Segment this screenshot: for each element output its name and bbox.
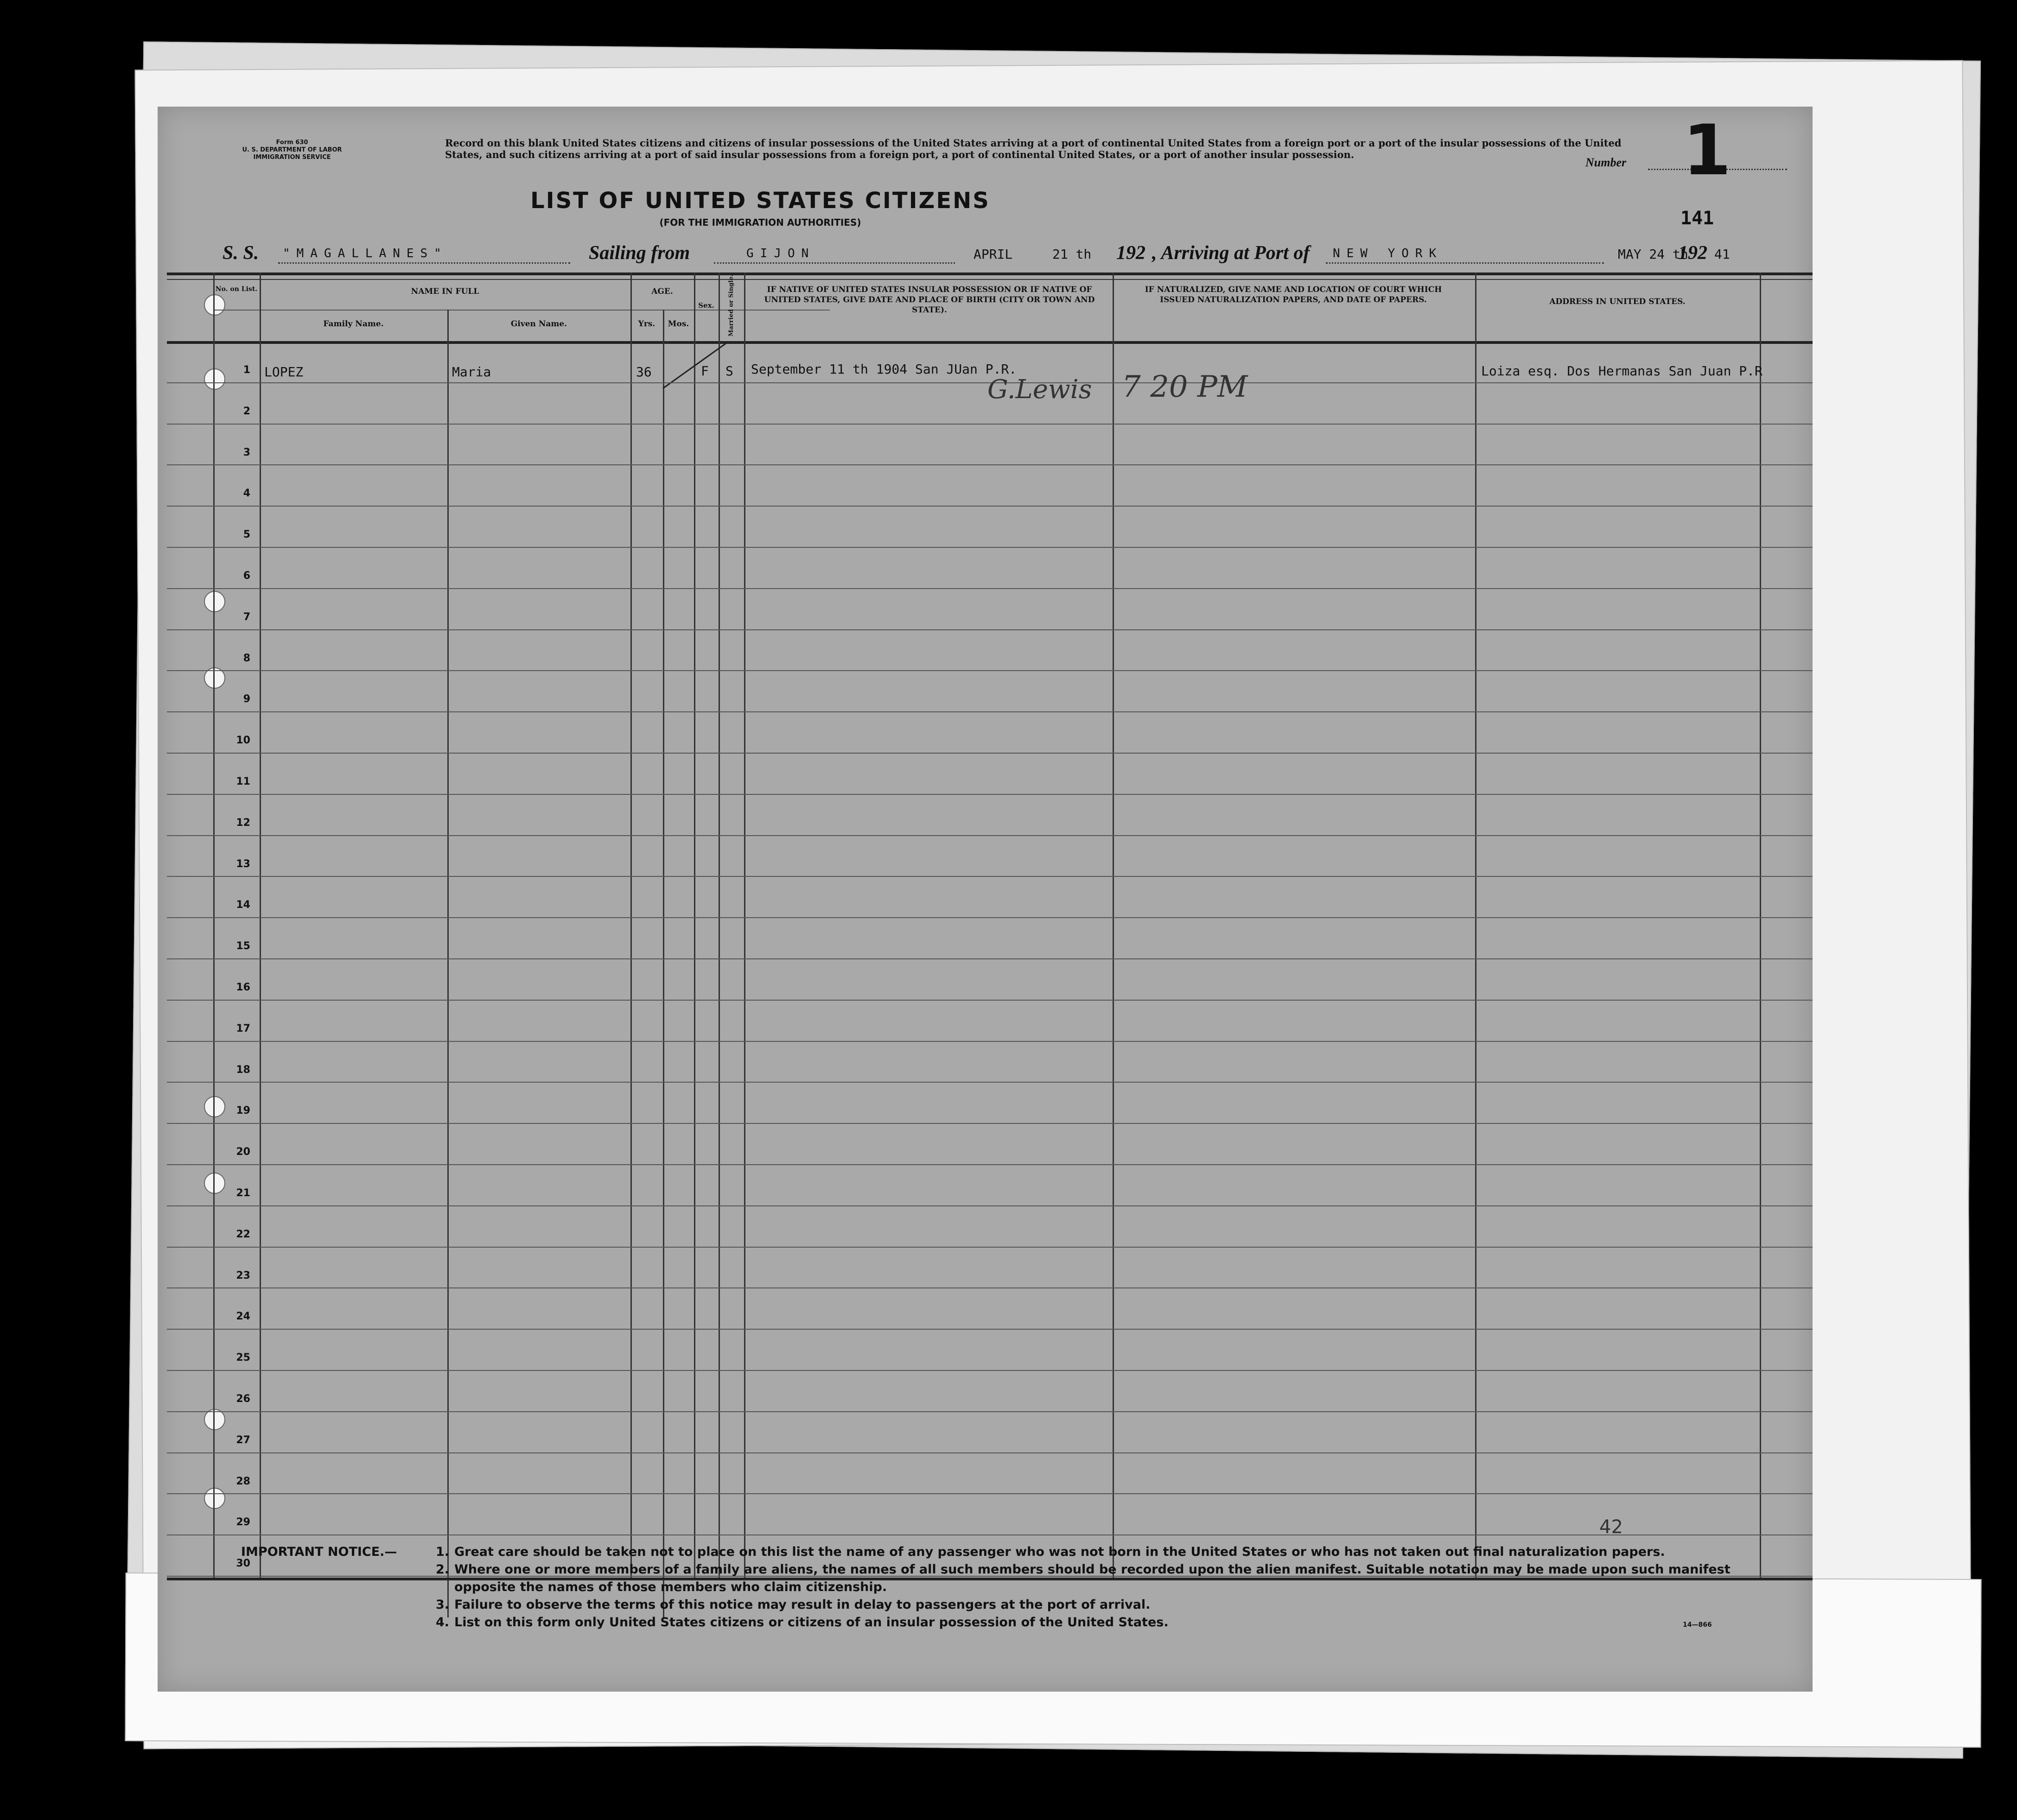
voyage-line xyxy=(223,242,1799,270)
entry-age: 36 xyxy=(636,364,652,380)
row-number: 23 xyxy=(236,1269,250,1281)
row-number: 10 xyxy=(236,735,250,747)
row-number: 6 xyxy=(243,570,250,582)
row-rule xyxy=(167,1082,1813,1083)
row-number: 19 xyxy=(236,1105,250,1117)
row-number: 15 xyxy=(236,940,250,952)
row-rule xyxy=(167,1041,1813,1042)
row-number: 17 xyxy=(236,1022,250,1034)
header-age-mos: Mos. xyxy=(668,319,689,329)
row-number: 4 xyxy=(243,488,250,500)
handwritten-tally: 42 xyxy=(1599,1516,1623,1538)
row-rule xyxy=(167,1164,1813,1165)
row-number: 22 xyxy=(236,1228,250,1240)
notice-items xyxy=(436,1543,1771,1631)
form-code: 14—866 xyxy=(1683,1621,1712,1629)
notice-item: 4. List on this form only United States citizens or citizens of an insular possession of the United States. xyxy=(436,1615,1169,1630)
handwritten-initials: G.Lewis xyxy=(987,374,1092,405)
row-number: 1 xyxy=(243,364,250,376)
row-rule xyxy=(167,1247,1813,1248)
department-name: U. S. DEPARTMENT OF LABOR xyxy=(242,146,342,153)
table-top-rule xyxy=(167,273,1813,275)
header-age: AGE. xyxy=(651,287,673,296)
row-number: 26 xyxy=(236,1393,250,1405)
row-rule xyxy=(167,1493,1813,1494)
row-rule xyxy=(167,1411,1813,1412)
row-rule xyxy=(167,753,1813,754)
intro-text: Record on this blank United States citizens and citizens of insular possessions of the United States arriving at a port of continental United States from a foreign port or a port of the insular possessions of the United States, and such citizens arriving at a port of said insular possessions from a foreign port, a port of continental United States, or a port of another insular possession. xyxy=(445,137,1622,160)
manifest-page xyxy=(158,107,1813,1692)
entry-family-name: LOPEZ xyxy=(264,364,304,380)
row-rule xyxy=(167,506,1813,507)
row-rule xyxy=(167,1329,1813,1330)
row-number: 29 xyxy=(236,1516,250,1528)
handwritten-time: 7 20 PM xyxy=(1122,370,1248,404)
row-number: 21 xyxy=(236,1187,250,1199)
row-rule xyxy=(167,1287,1813,1288)
form-number: Form 630 xyxy=(276,139,308,146)
row-number: 24 xyxy=(236,1311,250,1323)
row-number: 13 xyxy=(236,858,250,870)
service-name: IMMIGRATION SERVICE xyxy=(253,154,331,161)
entry-birth: September 11 th 1904 San JUan P.R. xyxy=(751,361,1017,377)
row-number: 18 xyxy=(236,1064,250,1076)
row-rule xyxy=(167,670,1813,671)
depart-day: 21 th xyxy=(1052,247,1092,262)
arriving-label: , Arriving at Port of xyxy=(1152,242,1310,264)
notice-item: 2. Where one or more members of a family are aliens, the names of all such members should be recorded upon the alien manifest. Suitable notation may be made upon such manifest opposite the names of those members who claim citizenship. xyxy=(436,1562,1731,1594)
row-rule xyxy=(167,629,1813,630)
row-number: 16 xyxy=(236,982,250,993)
row-number: 11 xyxy=(236,776,250,787)
entry-given-name: Maria xyxy=(452,364,491,380)
row-rule xyxy=(167,424,1813,425)
header-no-on-list: No. on List. xyxy=(215,285,258,293)
row-rule xyxy=(167,1370,1813,1371)
row-rule xyxy=(167,958,1813,959)
entry-address: Loiza esq. Dos Hermanas San Juan P.R xyxy=(1481,363,1762,379)
row-number: 9 xyxy=(243,693,250,705)
header-native-info: IF NATIVE OF UNITED STATES INSULAR POSSESSION OR IF NATIVE OF UNITED STATES, GIVE DATE AND PLACE OF BIRTH (CITY OR TOWN AND STATE). xyxy=(764,285,1095,315)
arrival-year: 192 xyxy=(1678,242,1707,264)
row-rule xyxy=(167,547,1813,548)
row-number: 12 xyxy=(236,817,250,829)
page-subtitle: (FOR THE IMMIGRATION AUTHORITIES) xyxy=(659,217,861,228)
row-rule xyxy=(167,1205,1813,1206)
page-number: 141 xyxy=(1680,208,1714,229)
arrival-date: MAY 24 th xyxy=(1618,247,1688,262)
notice-item: 3. Failure to observe the terms of this notice may result in delay to passengers at the port of arrival. xyxy=(436,1598,1151,1612)
number-label: Number xyxy=(1585,156,1627,169)
form-identifier xyxy=(223,139,362,161)
ship-name: "MAGALLANES" xyxy=(283,247,448,260)
ship-label: S. S. xyxy=(223,242,259,264)
header-sex: Sex. xyxy=(698,301,714,310)
arrival-port: NEW YORK xyxy=(1333,247,1443,260)
row-rule xyxy=(167,1452,1813,1453)
row-number: 5 xyxy=(243,529,250,541)
row-number: 14 xyxy=(236,899,250,911)
notice-item: 1. Great care should be taken not to place on this list the name of any passenger who was not born in the United States or who has not taken out final naturalization papers. xyxy=(436,1545,1665,1559)
row-rule xyxy=(167,464,1813,465)
sailing-from: GIJON xyxy=(746,247,815,260)
pen-stroke xyxy=(658,342,732,393)
list-number: 1 xyxy=(1683,110,1731,191)
header-naturalized-info: IF NATURALIZED, GIVE NAME AND LOCATION OF COURT WHICH ISSUED NATURALIZATION PAPERS, AND DATE OF PAPERS. xyxy=(1145,285,1442,304)
sailing-label: Sailing from xyxy=(589,242,690,264)
row-number: 28 xyxy=(236,1475,250,1487)
row-number: 20 xyxy=(236,1146,250,1158)
header-address: ADDRESS IN UNITED STATES. xyxy=(1549,297,1686,306)
row-number: 7 xyxy=(243,611,250,623)
entry-marital: S xyxy=(725,363,733,379)
row-rule xyxy=(167,876,1813,877)
row-number: 27 xyxy=(236,1434,250,1446)
page-title: LIST OF UNITED STATES CITIZENS xyxy=(530,188,990,214)
header-married-single: Married or Single. xyxy=(728,274,735,336)
header-bottom-rule xyxy=(167,341,1813,344)
depart-year: 192 xyxy=(1116,242,1145,264)
header-given-name: Given Name. xyxy=(510,319,567,329)
row-number: 3 xyxy=(243,446,250,458)
entry-sex: F xyxy=(701,363,709,379)
row-rule xyxy=(167,835,1813,836)
row-number: 2 xyxy=(243,405,250,417)
row-rule xyxy=(167,711,1813,712)
row-rule xyxy=(167,1000,1813,1001)
row-rule xyxy=(167,588,1813,589)
header-name-in-full: NAME IN FULL xyxy=(411,287,479,296)
row-number: 8 xyxy=(243,652,250,664)
notice-lead: IMPORTANT NOTICE.— xyxy=(241,1545,397,1559)
manifest-table xyxy=(167,273,1813,1580)
depart-month: APRIL xyxy=(974,247,1013,262)
row-rule xyxy=(167,794,1813,795)
row-rule xyxy=(167,917,1813,918)
row-number: 25 xyxy=(236,1352,250,1364)
header-age-yrs: Yrs. xyxy=(638,319,655,329)
row-number: 30 xyxy=(236,1558,250,1570)
row-rule xyxy=(167,1123,1813,1124)
header-family-name: Family Name. xyxy=(323,319,384,329)
arrival-year-suffix: 41 xyxy=(1714,247,1730,262)
